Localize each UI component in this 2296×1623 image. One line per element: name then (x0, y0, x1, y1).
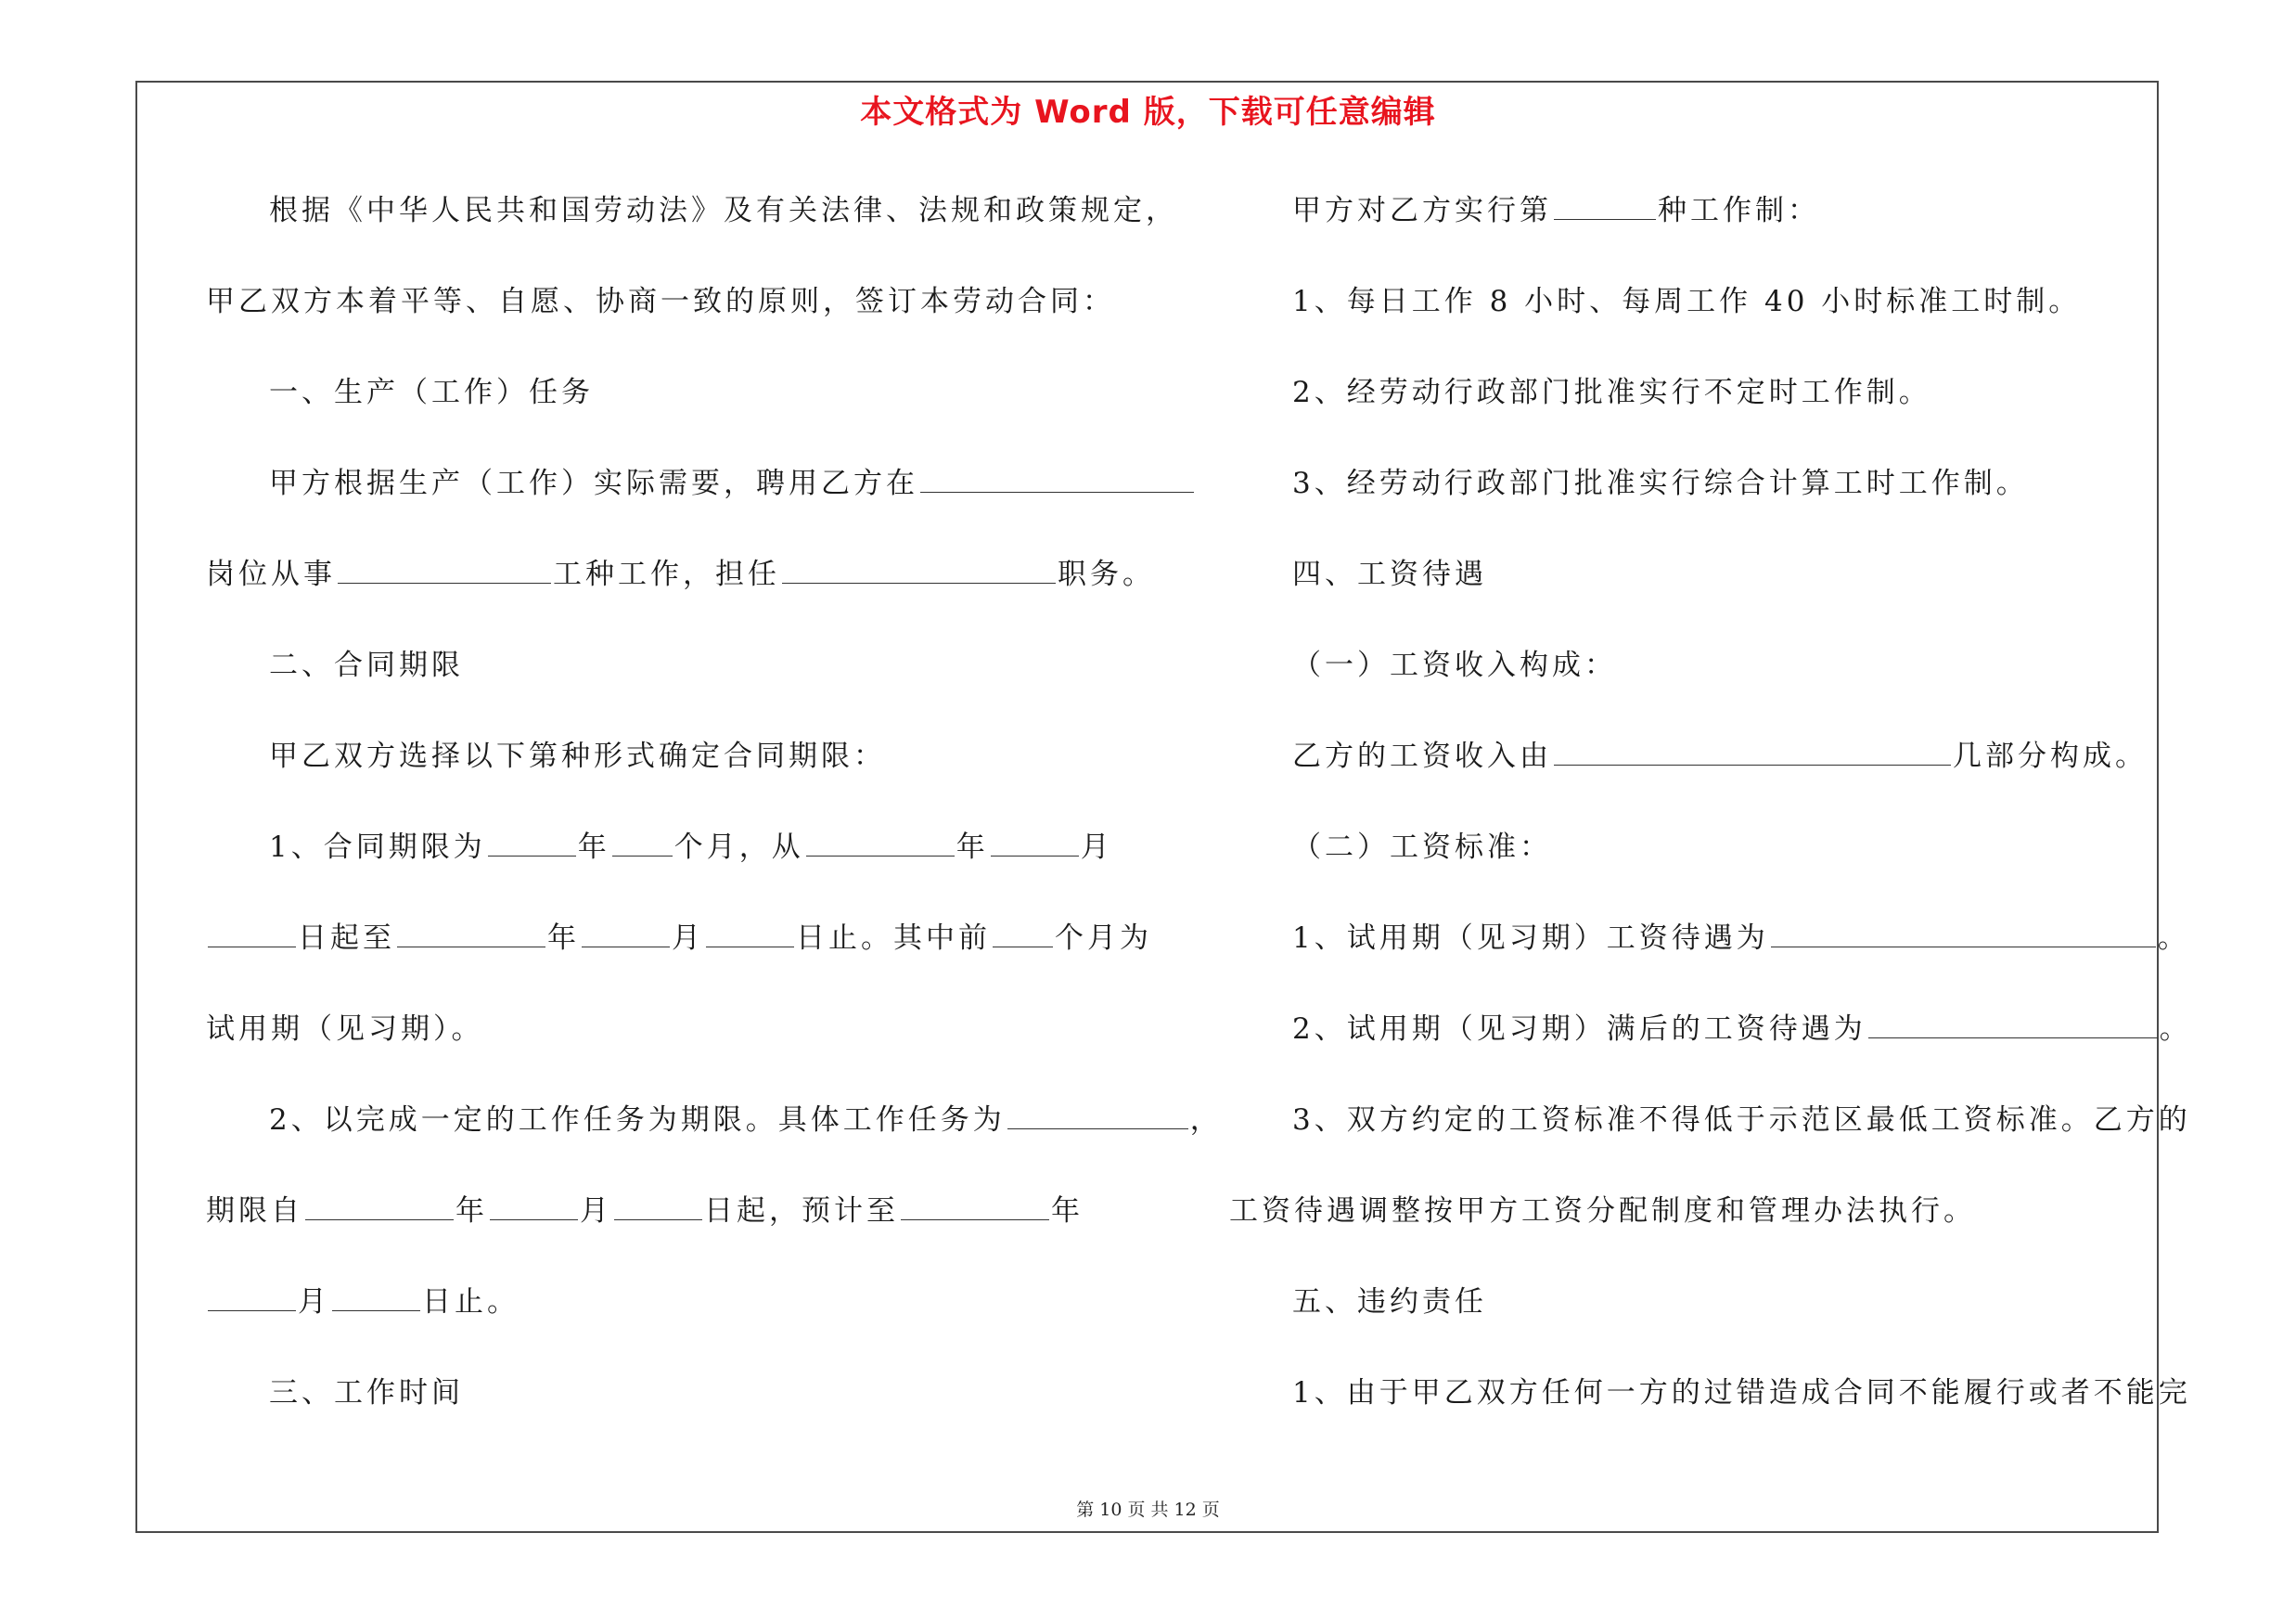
section-5-heading: 五、违约责任 (1292, 1285, 1487, 1319)
comprehensive-hours-line: 3、经劳动行政部门批准实行综合计算工时工作制。 (1292, 467, 2029, 500)
probation-salary-blank[interactable] (1771, 919, 2156, 947)
page-number: 第 10 页 共 12 页 (1076, 1500, 1220, 1520)
probation-months-blank[interactable] (993, 919, 1053, 947)
until-text: 日起至 (298, 921, 395, 955)
flexible-hours-line: 2、经劳动行政部门批准实行不定时工作制。 (1292, 376, 1931, 409)
job-text-1: 岗位从事 (206, 558, 336, 591)
expected-until-text: 日起，预计至 (704, 1194, 899, 1228)
salary-composition-heading: （一）工资收入构成： (1292, 649, 1617, 682)
salary-adjust-line: 工资待遇调整按甲方工资分配制度和管理办法执行。 (1229, 1194, 1976, 1228)
months-blank[interactable] (612, 828, 673, 857)
year-label-3: 年 (547, 921, 580, 955)
breach-line-1: 1、由于甲乙双方任何一方的过错造成合同不能履行或者不能完 (1292, 1376, 2191, 1410)
term-text: 1、合同期限为 (269, 831, 486, 864)
from-text: 个月，从 (673, 831, 804, 864)
day-end-text: 日止。 (422, 1285, 519, 1319)
term-line-2 (206, 918, 1152, 959)
year-label: 年 (577, 831, 610, 864)
work-system-text: 甲方对乙方实行第 (1292, 194, 1552, 227)
month-label-3: 月 (580, 1194, 612, 1228)
end-day-blank[interactable] (706, 919, 794, 947)
standard-hours-line: 1、每日工作 8 小时、每周工作 40 小时标准工时制。 (1292, 285, 2082, 318)
probation-line: 试用期（见习期）。 (206, 1012, 484, 1046)
section-3-heading: 三、工作时间 (269, 1376, 464, 1410)
end-year-blank[interactable] (397, 919, 545, 947)
word-format-notice: 本文格式为 Word 版，下载可任意编辑 (860, 94, 1436, 131)
probation-salary-text: 1、试用期（见习期）工资待遇为 (1292, 921, 1769, 955)
work-system-line (1292, 190, 1820, 231)
year-label-2: 年 (956, 831, 989, 864)
job-text-3: 职务。 (1058, 558, 1155, 591)
salary-composition-suffix: 几部分构成。 (1953, 740, 2148, 773)
section-1-heading: 一、生产（工作）任务 (269, 376, 594, 409)
position-text: 甲方根据生产（工作）实际需要，聘用乙方在 (269, 467, 918, 500)
month-label-2: 月 (672, 921, 704, 955)
years-blank[interactable] (488, 828, 576, 857)
task-end-day-blank[interactable] (332, 1282, 420, 1311)
comma: ， (1189, 1103, 1223, 1137)
task-term-line (269, 1100, 1223, 1140)
min-wage-line: 3、双方约定的工资标准不得低于示范区最低工资标准。乙方的 (1292, 1103, 2191, 1137)
task-start-month-blank[interactable] (490, 1191, 578, 1220)
intro-line-1: 根据《中华人民共和国劳动法》及有关法律、法规和政策规定， (269, 194, 1178, 227)
months-as-text: 个月为 (1055, 921, 1152, 955)
month-label: 月 (1080, 831, 1113, 864)
work-system-suffix: 种工作制： (1658, 194, 1820, 227)
task-start-day-blank[interactable] (614, 1191, 702, 1220)
regular-salary-text: 2、试用期（见习期）满后的工资待遇为 (1292, 1012, 1866, 1046)
month-label-4: 月 (298, 1285, 330, 1319)
probation-salary-line (1292, 918, 2190, 959)
end-month-blank[interactable] (582, 919, 670, 947)
intro-line-2: 甲乙双方本着平等、自愿、协商一致的原则，签订本劳动合同： (206, 285, 1115, 318)
regular-salary-line (1292, 1009, 2192, 1050)
section-4-heading: 四、工资待遇 (1292, 558, 1487, 591)
term-line-1 (269, 827, 1113, 868)
period-from-text: 期限自 (206, 1194, 303, 1228)
start-day-blank[interactable] (208, 919, 296, 947)
section-2-heading: 二、合同期限 (269, 649, 464, 682)
salary-parts-blank[interactable] (1554, 737, 1951, 766)
position-blank[interactable] (920, 464, 1194, 493)
period-mark: 。 (2157, 921, 2190, 955)
year-label-5: 年 (1051, 1194, 1084, 1228)
job-type-blank[interactable] (338, 555, 551, 584)
task-end-year-blank[interactable] (901, 1191, 1049, 1220)
probation-text: 日止。其中前 (796, 921, 991, 955)
task-term-text: 2、以完成一定的工作任务为期限。具体工作任务为 (269, 1103, 1006, 1137)
salary-composition-line (1292, 736, 2148, 777)
task-blank[interactable] (1007, 1101, 1188, 1129)
start-year-blank[interactable] (806, 828, 955, 857)
start-month-blank[interactable] (991, 828, 1079, 857)
task-period-line (206, 1191, 1084, 1231)
job-line (206, 554, 1155, 595)
task-start-year-blank[interactable] (305, 1191, 454, 1220)
duty-blank[interactable] (782, 555, 1056, 584)
position-line (269, 463, 1196, 504)
salary-standard-heading: （二）工资标准： (1292, 831, 1552, 864)
year-label-4: 年 (455, 1194, 488, 1228)
term-choice-line: 甲乙双方选择以下第种形式确定合同期限： (269, 740, 886, 773)
job-text-2: 工种工作，担任 (553, 558, 780, 591)
salary-composition-text: 乙方的工资收入由 (1292, 740, 1552, 773)
work-system-blank[interactable] (1554, 191, 1656, 220)
regular-salary-blank[interactable] (1868, 1010, 2158, 1038)
task-end-month-blank[interactable] (208, 1282, 296, 1311)
period-mark-2: 。 (2159, 1012, 2192, 1046)
task-end-line (206, 1282, 519, 1322)
